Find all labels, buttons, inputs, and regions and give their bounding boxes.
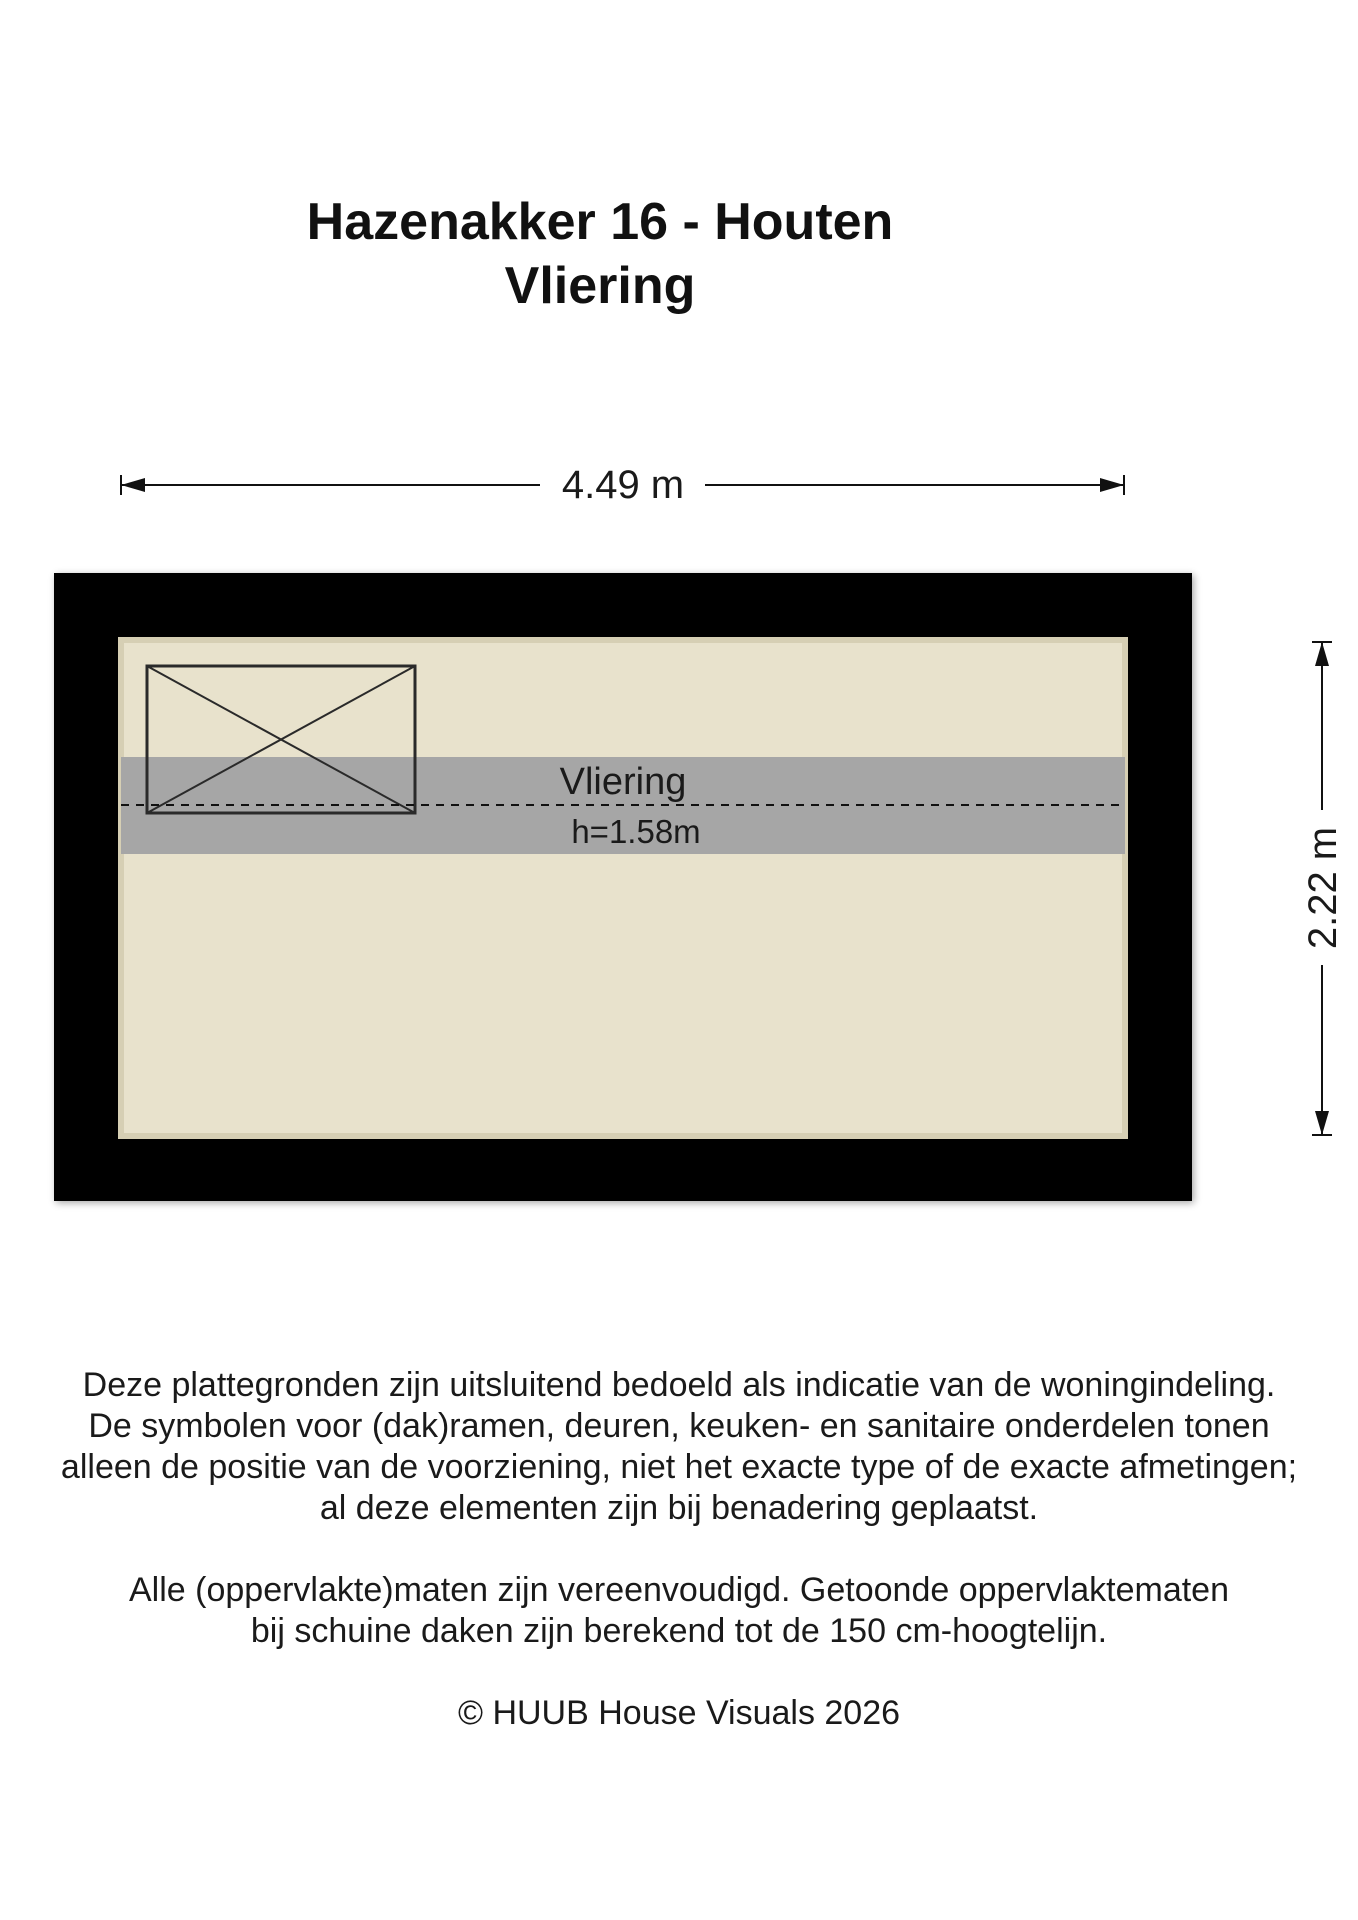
arrow-right-icon	[1100, 478, 1124, 492]
arrow-up-icon	[1315, 642, 1329, 666]
room-height-note: h=1.58m	[571, 813, 701, 850]
room-floor	[121, 640, 1125, 1136]
disclaimer-line: al deze elementen zijn bij benadering geplaatst.	[319, 1489, 1039, 1527]
floor-title: Vliering	[504, 257, 696, 315]
disclaimer	[0, 1365, 1358, 1734]
title-block	[0, 190, 1200, 318]
copyright: © HUUB House Visuals 2026	[457, 1694, 901, 1732]
disclaimer-line: bij schuine daken zijn berekend tot de 150 cm-hoogtelijn.	[250, 1612, 1108, 1650]
page-title: Hazenakker 16 - Houten	[306, 193, 894, 251]
width-label: 4.49 m	[561, 463, 685, 507]
width-dimension	[120, 463, 1125, 507]
room-name: Vliering	[559, 761, 687, 803]
floor-plan	[0, 440, 1358, 1230]
arrow-down-icon	[1315, 1111, 1329, 1135]
disclaimer-line: Alle (oppervlakte)maten zijn vereenvoudigd. Getoonde oppervlaktematen	[129, 1571, 1229, 1609]
height-label: 2.22 m	[1301, 826, 1345, 950]
height-dimension	[1301, 642, 1345, 1135]
disclaimer-line: Deze plattegronden zijn uitsluitend bedoeld als indicatie van de woningindeling.	[82, 1366, 1276, 1404]
arrow-left-icon	[121, 478, 145, 492]
disclaimer-line: alleen de positie van de voorziening, niet het exacte type of de exacte afmetingen;	[60, 1448, 1298, 1486]
disclaimer-line: De symbolen voor (dak)ramen, deuren, keuken- en sanitaire onderdelen tonen	[88, 1407, 1270, 1445]
